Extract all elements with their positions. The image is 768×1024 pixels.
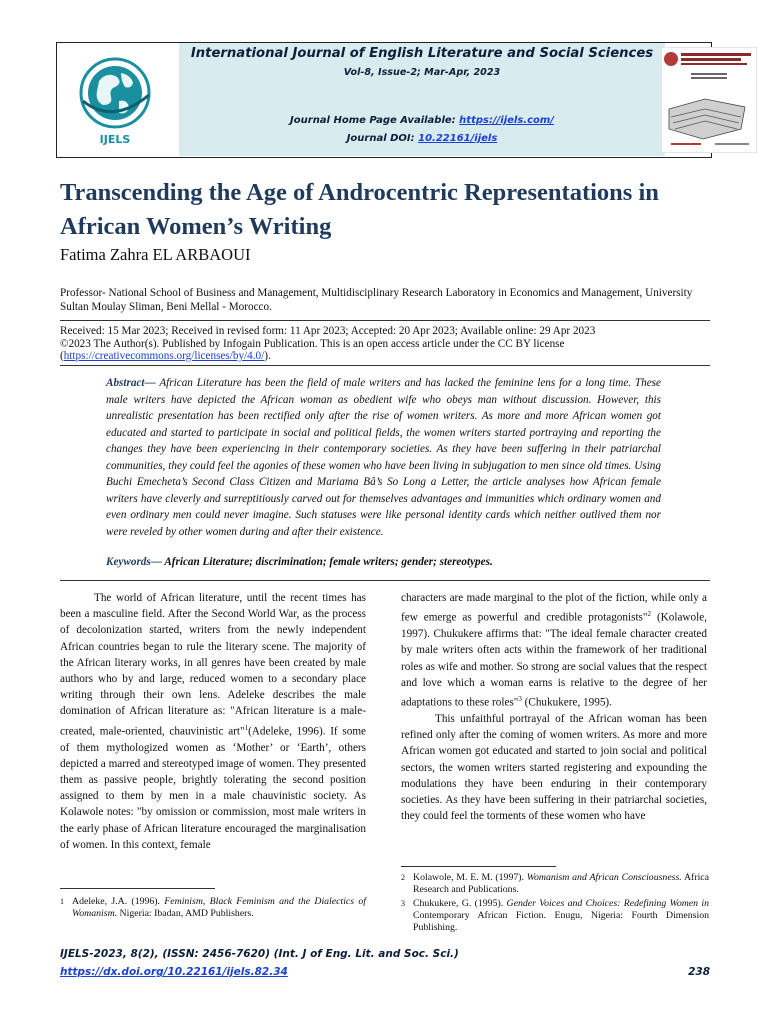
page-number: 238 (688, 966, 710, 978)
footnote-ref: 3 (518, 694, 522, 703)
abstract-text: African Literature has been the field of male writers and has lacked the feminine lens for a long time. These male writers have depicted the African woman as obedient wife who obeys man without discussion. However, this unrealistic presentation has been rectified only after the rise of women writers. As more and more African women got educated and started to participate in social and political fields, the women writers started portraying and reporting the changes they have been experiencing in their contemporary societies. As they have been suffering in their patriarchal communities, they could feel the agonies of these women who have been living in subjugation to men since old times. Using Buchi Emecheta’s Second Class Citizen and Mariama Bâ’s So Long a Letter, the article analyses how African female writers have cleverly and surreptitiously carved out for themselves advantages and immunities which ordinary women and even ordinary men could never imagine. Such statuses were like personal identity cards which neither outlived them nor were reveled by other women during and after their existence. (106, 377, 661, 538)
footnote-3 (401, 898, 709, 934)
divider-top (60, 320, 710, 321)
abstract (106, 375, 661, 540)
body-column-left (60, 590, 366, 853)
footnote-ref: 1 (244, 723, 249, 732)
paragraph-text: characters are made marginal to the plot of the fiction, while only a few emerge as powerful and credible protagonists" (401, 592, 707, 624)
journal-doi (179, 133, 665, 144)
footnote-title: Gender Voices and Choices: Redefining Women in (506, 898, 709, 909)
footnote-ref: 2 (647, 610, 651, 619)
footnote-1 (60, 896, 366, 920)
journal-homepage (179, 115, 665, 126)
license-open: ( (60, 350, 64, 362)
journal-info (179, 43, 665, 156)
footnote-title: Womanism and African Consciousness. (526, 872, 682, 883)
footer-doi-text[interactable]: https://dx.doi.org/10.22161/ijels.82.34 (60, 966, 288, 978)
copyright-line: ©2023 The Author(s). Published by Infogain Publication. This is an open access article under the CC BY license (60, 337, 565, 350)
author-affiliation: Professor- National School of Business and Management, Multidisciplinary Research Laboratory in Economics and Management, University Sultan Moulay Sliman, Beni Mellal - Morocco. (60, 287, 693, 313)
journal-title: International Journal of English Literature and Social Sciences (190, 46, 654, 61)
footnote-2 (401, 872, 709, 896)
footnote-number: 3 (401, 899, 405, 908)
journal-volume: Vol-8, Issue-2; Mar-Apr, 2023 (343, 67, 501, 78)
footer-doi-link[interactable] (60, 966, 288, 978)
body-paragraph: This unfaithful portrayal of the African woman has been refined only after the coming of women writers. As more and more African women got educated and started to join social and political sectors, the women writers started registering and expounding the modulations they have been enduring in their contemporary societies. As they have been suffering in their patriarchal societies, they could feel the torments of these women who have (401, 712, 707, 823)
footnote-text: Chukukere, G. (1995). (413, 898, 507, 909)
divider-dates (60, 365, 710, 366)
footnote-number: 2 (401, 873, 405, 882)
paragraph-text-cont: (Chukukere, 1995). (521, 696, 612, 709)
svg-text:IJELS: IJELS (99, 133, 131, 146)
journal-header (56, 42, 712, 158)
license-close: ). (264, 350, 271, 362)
license-line (60, 350, 710, 363)
paragraph-text-cont: (Kolawole, 1997). Chukukere affirms that: "The ideal female character created by male writers often acts within the framework of her traditional roles as wife and mother. So strong are social values that the respect and love which a woman earns is relative to the degree of her adaptations to these roles" (401, 611, 707, 709)
footnote-number: 1 (60, 897, 64, 906)
article-dates (60, 325, 710, 363)
footnote-text: Adeleke, J.A. (1996). (72, 896, 165, 907)
doi-link[interactable]: 10.22161/ijels (418, 133, 498, 144)
footnote-divider (60, 888, 215, 889)
homepage-link[interactable]: https://ijels.com/ (459, 115, 554, 126)
paragraph-text-cont: (Adeleke, 1996). If some of them mythologized women as ‘Mother’ or ‘Earth’, others depicted a marred and stereotyped image of women. They presented them as passive people, brightly tolerating the second position assigned to them by men in a male chauvinistic society. As Kolawole notes: "by omission or commission, most male writers in the early phase of African literature encouraged the marginalisation of women. In this context, female (60, 725, 366, 851)
homepage-label: Journal Home Page Available: (290, 115, 460, 126)
divider-abstract (60, 580, 710, 581)
footnote-text-cont: Contemporary African Fiction. Enugu, Nigeria: Fourth Dimension Publishing. (413, 910, 709, 933)
license-link[interactable]: https://creativecommons.org/licenses/by/4.0/ (63, 350, 265, 362)
footnote-text-cont: Africa Research and Publications. (413, 872, 709, 895)
footnote-text: Kolawole, M. E. M. (1997). (413, 872, 527, 883)
globe-logo-icon (57, 43, 179, 156)
journal-logo (57, 43, 179, 156)
abstract-label: Abstract— (106, 377, 156, 389)
keywords-text: African Literature; discrimination; female writers; gender; stereotypes. (161, 556, 493, 568)
keywords (106, 556, 661, 568)
body-column-right (401, 590, 707, 824)
article-author: Fatima Zahra EL ARBAOUI (60, 245, 251, 264)
doi-label: Journal DOI: (346, 133, 419, 144)
journal-cover-icon (661, 47, 757, 153)
footer-citation: IJELS-2023, 8(2), (ISSN: 2456-7620) (Int. J of Eng. Lit. and Soc. Sci.) (60, 948, 459, 960)
journal-cover-thumbnail (665, 43, 711, 156)
body-paragraph (60, 590, 366, 853)
footnote-title: Feminism, Black Feminism and the Dialectics of Womanism. (72, 896, 366, 919)
article-title: Transcending the Age of Androcentric Representations in African Women’s Writing (60, 179, 659, 240)
keywords-label: Keywords— (106, 556, 162, 568)
footnote-text-cont: Nigeria: Ibadan, AMD Publishers. (117, 908, 254, 919)
body-paragraph (401, 590, 707, 711)
paragraph-text: The world of African literature, until the recent times has been a masculine field. After the Second World War, as the process of decolonization started, writers from the newly independent African countries began to rule the literary scene. The majority of the African literary works, in all genres have been created by male authors who by and large, reduced women to a secondary place writing through their own lens. Adeleke describes the male domination of African literature as: "African literature is a male-created, male-oriented, chauvinistic art" (60, 592, 366, 738)
footnote-divider (401, 866, 556, 867)
received-dates: Received: 15 Mar 2023; Received in revised form: 11 Apr 2023; Accepted: 20 Apr 2023; Available online: 29 Apr 2023 (60, 325, 596, 337)
